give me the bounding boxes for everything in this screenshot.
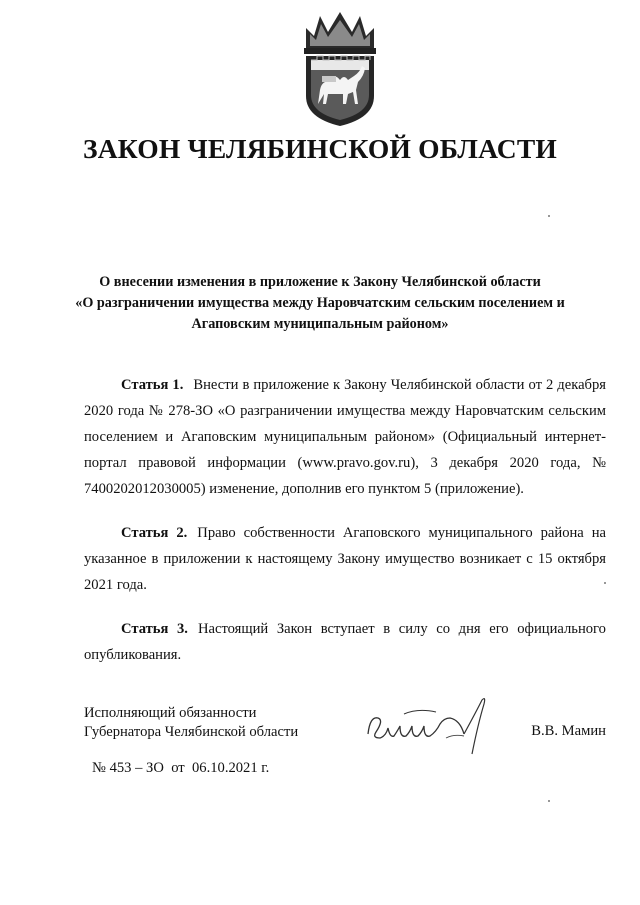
signer-position-line: Губернатора Челябинской области	[84, 724, 299, 740]
handwritten-signature	[364, 694, 494, 760]
law-title: ЗАКОН ЧЕЛЯБИНСКОЙ ОБЛАСТИ	[83, 133, 557, 164]
article-label: Статья 1.	[121, 377, 184, 393]
scan-speck	[548, 215, 550, 217]
signer-position-line: Исполняющий обязанности	[84, 705, 257, 721]
scan-speck	[548, 800, 550, 802]
law-subtitle	[60, 272, 580, 335]
article-text: Настоящий Закон вступает в силу со дня его официального опубликования.	[84, 621, 606, 663]
article-2	[84, 520, 606, 598]
subtitle-line: О внесении изменения в приложение к Закону Челябинской области	[99, 274, 541, 290]
article-text: Право собственности Агаповского муниципального района на указанное в приложении к настоящему Закону имущество возникает с 15 октября 2021 года.	[84, 525, 606, 593]
signer-position	[84, 704, 298, 742]
subtitle-line: Агаповским муниципальным районом»	[191, 316, 449, 332]
article-label: Статья 2.	[121, 525, 188, 541]
scan-speck	[604, 582, 606, 584]
article-3	[84, 616, 606, 668]
registration-number: № 453 – ЗО от 06.10.2021 г.	[92, 760, 270, 776]
subtitle-line: «О разграничении имущества между Наровчатским сельским поселением и	[75, 295, 565, 311]
signer-name: В.В. Мамин	[531, 723, 606, 739]
chelyabinsk-coat-of-arms-icon	[298, 10, 382, 128]
article-label: Статья 3.	[121, 621, 188, 637]
article-text: Внести в приложение к Закону Челябинской области от 2 декабря 2020 года № 278-ЗО «О разграничении имущества между Наровчатским сельским поселением и Агаповским муниципальным районом» (Официальный интернет-портал правовой информации (www.pravo.gov.ru), 3 декабря 2020 года, № 7400202012030005) изменение, дополнив его пунктом 5 (приложение).	[84, 377, 606, 497]
article-1	[84, 372, 606, 502]
